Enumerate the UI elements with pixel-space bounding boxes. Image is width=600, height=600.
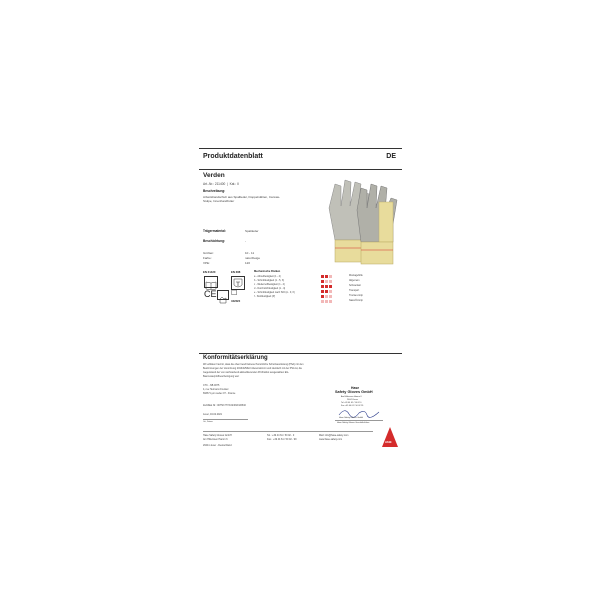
rating-square: [329, 275, 332, 278]
conformity-text-1: Wir erklären hiermit, dass die oben beschriebene Persönliche Schutzausrüstung (PSA) mit den: [203, 363, 304, 366]
traeger-value: Spaltleder: [245, 229, 259, 233]
rating-square: [321, 285, 324, 288]
norm-en388: EN 388: [231, 270, 241, 274]
desc-line-2: Stulpe, Innenhandfutter: [203, 199, 235, 203]
footer-mail: Mail: info@hase-safety.com: [319, 434, 349, 437]
kat-value: II: [237, 182, 239, 186]
place-date: Jever, 04.02.2021: [203, 413, 223, 416]
beschichtung-label: Beschichtung:: [203, 239, 226, 243]
glove-image: [321, 178, 401, 266]
norm-en21420: EN 21420: [203, 270, 216, 274]
groessen-value: 10 - 11: [245, 251, 255, 255]
article-line: Art.-Nr.: 211400 | Kat.: II: [203, 182, 239, 186]
institute-line-3: 69367 Lyon cedex 07 - France: [203, 392, 236, 395]
legend-item-5: Trocken-Grip: [349, 294, 363, 297]
mech-line-a: a - Abriebfestigkeit (1 - 4): [254, 275, 281, 278]
rating-square: [321, 275, 324, 278]
desc-line-1: Arbeitshandschuh aus Spaltleder, Doppelnähten, Canvas-: [203, 195, 281, 199]
rating-square: [321, 280, 324, 283]
rating-square: [325, 280, 328, 283]
groessen-label: Größen:: [203, 251, 215, 255]
stamp-caption: Hase Safety Gloves Geschäftsführer: [337, 422, 370, 424]
book-info-icon: [204, 276, 218, 288]
legend-item-2: Allgemein: [349, 279, 360, 282]
conformity-text-4: Baumusterprüfbescheinigung war:: [203, 375, 240, 378]
mech-line-e: e - Schnittfestigkeit nach ISO (A - F, X): [254, 291, 295, 294]
kat-label: Kat.:: [229, 182, 237, 186]
rating-square: [321, 290, 324, 293]
mech-line-c: c - Weiterreißfestigkeit (1 - 4): [254, 283, 285, 286]
farbe-label: Farbe:: [203, 256, 212, 260]
footer-company: Hase Safety Gloves GmbH: [203, 434, 232, 437]
vpe-label: VPE:: [203, 261, 210, 265]
conformity-text-2: Bestimmungen der Verordnung 2016/425/EU übereinstimmt und identisch mit der PSA ist, die: [203, 367, 302, 370]
product-datasheet: [199, 148, 402, 452]
rating-square: [325, 275, 328, 278]
footer-divider: [203, 431, 373, 432]
mech-line-f: f - Stoßfestigkeit (P): [254, 295, 276, 298]
legend-item-1: Montagehilfe: [349, 274, 363, 277]
signature-underline: [335, 420, 383, 421]
company-stamp: [329, 387, 389, 429]
footer-web: www.hase-safety.com: [319, 438, 343, 441]
footer-fax: Fax.: +49 44 61 / 50 02 - 99: [267, 438, 297, 441]
footer-tel: Tel.: +49 44 61 / 50 02 - 0: [267, 434, 295, 437]
rating-square: [325, 290, 328, 293]
desc-label: Beschreibung:: [203, 189, 226, 193]
stamp-line-1: Am Hillernsen Hamm 6: [341, 396, 362, 398]
traeger-label: Trägermaterial:: [203, 229, 227, 233]
conformity-text-3: Gegenstand der von nachstehend akkreditierenden Prüfinstitut ausgestellten EG-: [203, 371, 289, 374]
en388-code: 4X222X: [231, 300, 241, 303]
art-label: Art.-Nr.:: [203, 182, 214, 186]
footer-street: Am Hillernsen Hamm 6: [203, 438, 228, 441]
beschichtung-value: -: [245, 239, 246, 243]
hammer-shield-icon: [231, 276, 245, 290]
legend-item-6: Nass/Öl-Grip: [349, 299, 363, 302]
rating-square: [321, 295, 324, 298]
rating-square: [325, 300, 328, 303]
rating-square: [325, 295, 328, 298]
farbe-value: natur/beige: [245, 256, 261, 260]
rating-square: [329, 280, 332, 283]
date-underline: [203, 419, 248, 420]
footer-city: 26441 Jever - Deutschland: [203, 444, 232, 447]
place-date-caption: Ort, Datum: [203, 421, 213, 423]
art-number: 211400: [214, 182, 226, 186]
stamp-sign: Hase Safety Gloves GmbH: [339, 417, 364, 419]
institute-line-1: CTC - NB 0075: [203, 384, 220, 387]
stamp-line-3: Tel +49 44 61 / 50 02 0: [341, 402, 362, 404]
certificate-number: Zertifikat Nr.: 0075/1777/162/03/19/0540: [203, 404, 246, 407]
stamp-line-2: 26441 Jever: [347, 399, 359, 401]
conformity-title: Konformitätserklärung: [203, 355, 268, 361]
stamp-line-4: Fax +49 44 61 / 50 02 99: [341, 405, 364, 407]
rating-square: [325, 285, 328, 288]
logo-text: HASE: [385, 441, 392, 444]
hand-icon: [217, 290, 229, 300]
rating-square: [329, 295, 332, 298]
hase-logo-icon: [381, 426, 399, 448]
mech-title: Mechanische Risiken: [254, 270, 281, 273]
rating-square: [329, 290, 332, 293]
rating-square: [329, 285, 332, 288]
language-code: DE: [386, 153, 396, 160]
stamp-company: Safety Gloves GmbH: [335, 390, 373, 394]
legend-item-3: Schwerlast: [349, 284, 361, 287]
legend-item-4: Transport: [349, 289, 360, 292]
mech-line-d: d - Durchstichfestigkeit (1 - 4): [254, 287, 286, 290]
rating-square: [329, 300, 332, 303]
mech-line-b: b - Schnittfestigkeit (1 - 5, X): [254, 279, 285, 282]
rating-square: [321, 300, 324, 303]
stamp-top: Hase: [351, 386, 360, 390]
vpe-value: 120: [245, 261, 251, 265]
institute-line-2: 4, rue Hermann Frenkel: [203, 388, 229, 391]
page-title: Produktdatenblatt: [203, 153, 263, 160]
ce-mark-icon: CE: [204, 289, 217, 299]
book-icon: ☐: [231, 290, 238, 297]
product-name: Verden: [203, 172, 225, 179]
